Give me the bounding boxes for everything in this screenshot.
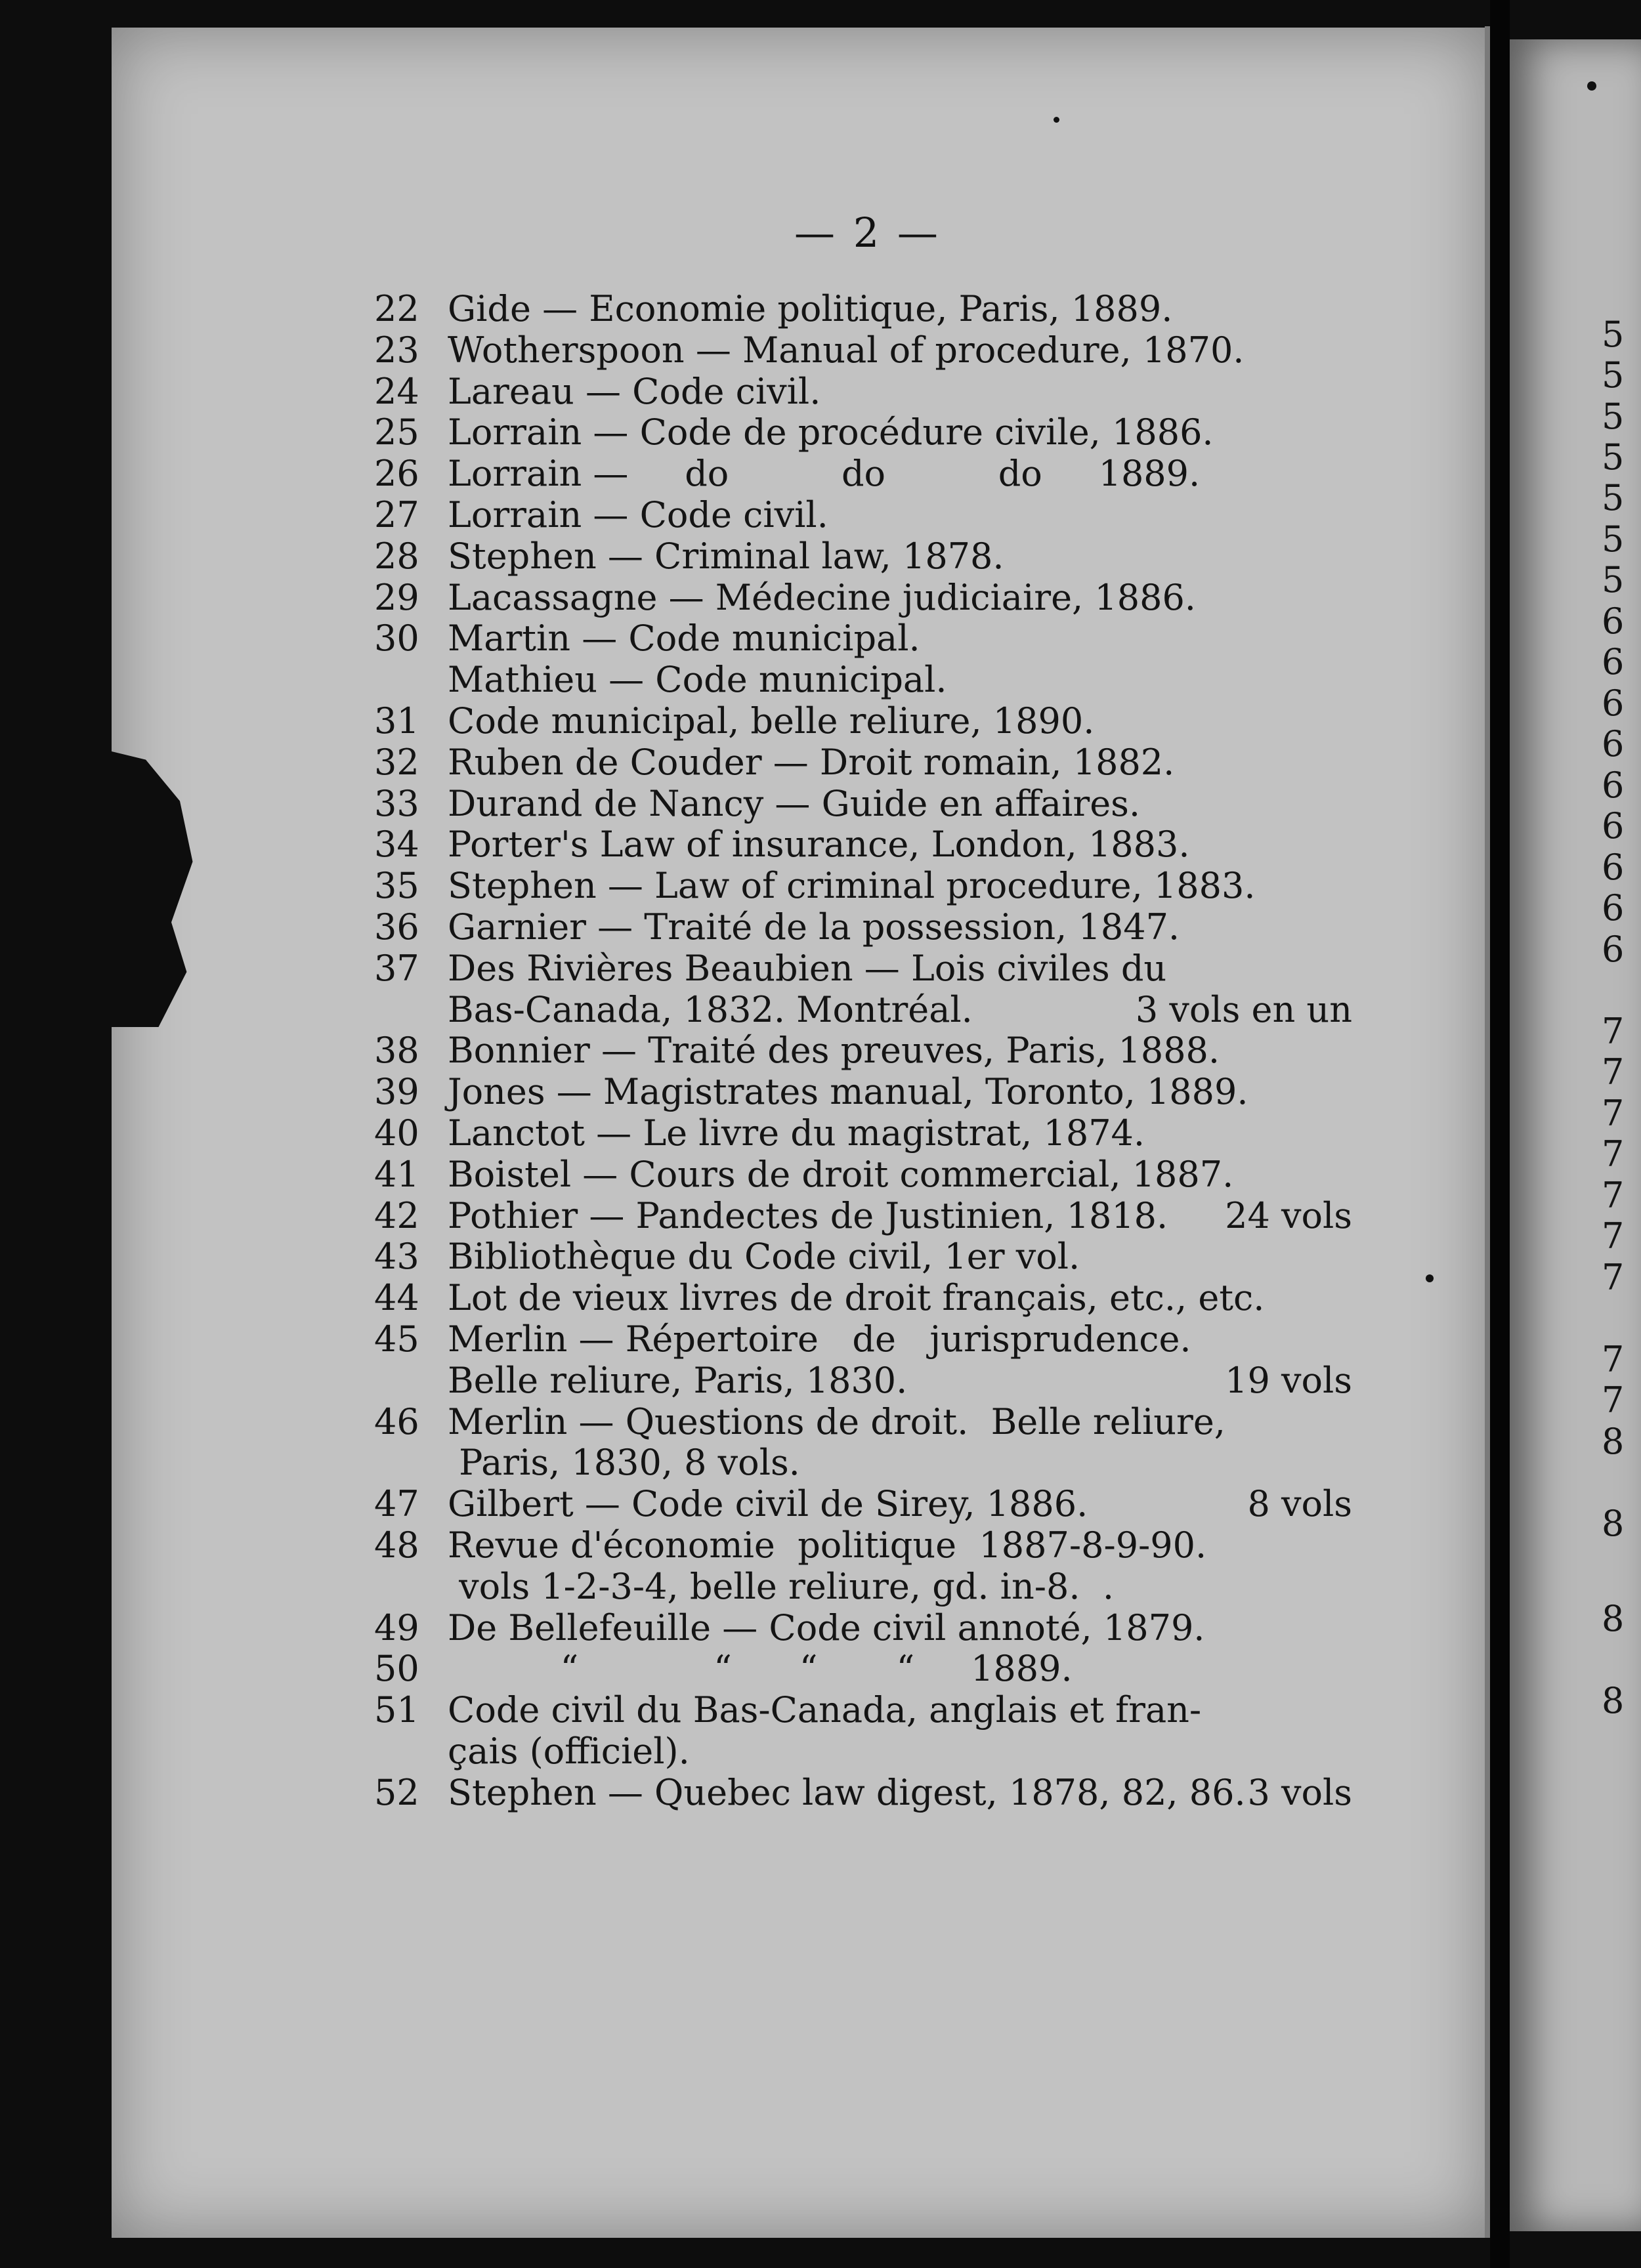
entry-number: 36: [374, 906, 419, 948]
entry-text: Lorrain — Code de procédure civile, 1886.: [448, 411, 1214, 453]
entry-volumes: [1352, 1648, 1359, 1690]
catalogue-entry: [374, 1402, 1359, 1443]
catalogue-entry: [374, 1236, 1359, 1278]
entry-volumes: [1352, 1402, 1359, 1443]
entry-number: 22: [374, 288, 419, 329]
adjacent-page-digit: 8: [1602, 1598, 1625, 1639]
adjacent-page-digit: 7: [1602, 1175, 1625, 1216]
adjacent-page-digit: 5: [1602, 314, 1625, 355]
adjacent-page-digit: 8: [1602, 1680, 1625, 1721]
catalogue-entry: [374, 1690, 1359, 1731]
adjacent-page-digit: 6: [1602, 600, 1625, 642]
entry-number: 43: [374, 1236, 419, 1278]
entry-volumes: [1352, 866, 1359, 907]
entry-text: Boistel — Cours de droit commercial, 1887.: [448, 1153, 1234, 1195]
entry-volumes: [1352, 453, 1359, 495]
entry-text: Lot de vieux livres de droit français, etc., etc.: [448, 1277, 1265, 1319]
entry-volumes: [1352, 784, 1359, 825]
adjacent-page-digit: 6: [1602, 641, 1625, 682]
entry-number: 52: [374, 1771, 419, 1813]
entry-number: 49: [374, 1606, 419, 1648]
entry-volumes: [1352, 1690, 1359, 1731]
entry-volumes: [1352, 330, 1359, 371]
entry-text: Code civil du Bas-Canada, anglais et fran-: [448, 1689, 1202, 1731]
adjacent-page-digit: 8: [1602, 1421, 1625, 1462]
entry-text: Durand de Nancy — Guide en affaires.: [448, 782, 1141, 824]
entry-text: Belle reliure, Paris, 1830.: [448, 1359, 908, 1401]
entry-text: Porter's Law of insurance, London, 1883.: [448, 824, 1190, 866]
catalogue-entry: [374, 990, 1359, 1031]
entry-volumes: [1352, 412, 1359, 453]
adjacent-page-digit: 5: [1602, 436, 1625, 478]
entry-text: Lanctot — Le livre du magistrat, 1874.: [448, 1112, 1145, 1154]
entry-volumes: [1352, 1442, 1359, 1484]
entry-text: Bas-Canada, 1832. Montréal.: [448, 988, 973, 1030]
entry-volumes: 24 vols: [1225, 1194, 1352, 1236]
adjacent-page-digit: 7: [1602, 1257, 1625, 1298]
entry-volumes: [1352, 660, 1359, 701]
adjacent-page-digit: 7: [1602, 1339, 1625, 1380]
ink-speck: [1587, 81, 1596, 91]
catalogue-entry: [374, 701, 1359, 742]
entry-volumes: [1352, 701, 1359, 742]
adjacent-page-digit: 6: [1602, 682, 1625, 724]
entry-volumes: [1352, 1525, 1359, 1566]
adjacent-page-digit: 6: [1602, 723, 1625, 765]
catalogue-entry: [374, 948, 1359, 990]
catalogue-list: [374, 289, 1359, 1813]
entry-text: Paris, 1830, 8 vols.: [448, 1442, 800, 1484]
entry-volumes: 3 vols: [1247, 1771, 1352, 1813]
adjacent-page-digit: 7: [1602, 1011, 1625, 1052]
catalogue-entry: [374, 1566, 1359, 1608]
catalogue-entry: [374, 1484, 1359, 1525]
entry-text: Lacassagne — Médecine judiciaire, 1886.: [448, 576, 1196, 618]
entry-text: çais (officiel).: [448, 1730, 690, 1772]
catalogue-entry: [374, 1278, 1359, 1319]
entry-text: Gide — Economie politique, Paris, 1889.: [448, 288, 1173, 329]
entry-volumes: [1352, 1319, 1359, 1360]
catalogue-entry: [374, 907, 1359, 948]
book-gutter: [1490, 0, 1510, 2268]
entry-text: Des Rivières Beaubien — Lois civiles du: [448, 947, 1167, 989]
catalogue-entry: [374, 371, 1359, 413]
entry-number: 38: [374, 1030, 419, 1072]
catalogue-entry: [374, 1608, 1359, 1649]
entry-volumes: [1352, 1030, 1359, 1072]
entry-number: 24: [374, 370, 419, 412]
entry-number: 37: [374, 947, 419, 989]
adjacent-page-digit: 7: [1602, 1379, 1625, 1421]
ink-speck: [1426, 1274, 1434, 1282]
entry-number: 44: [374, 1277, 419, 1319]
catalogue-entry: [374, 578, 1359, 619]
entry-text: Jones — Magistrates manual, Toronto, 1889.: [448, 1071, 1248, 1113]
catalogue-entry: [374, 453, 1359, 495]
entry-number: [374, 1442, 448, 1484]
catalogue-entry: [374, 660, 1359, 701]
entry-number: 31: [374, 700, 419, 742]
catalogue-entry: [374, 1442, 1359, 1484]
catalogue-entry: [374, 784, 1359, 825]
entry-number: 23: [374, 329, 419, 371]
entry-volumes: [1352, 371, 1359, 413]
entry-text: Stephen — Quebec law digest, 1878, 82, 86.: [448, 1771, 1246, 1813]
entry-number: 39: [374, 1071, 419, 1113]
catalogue-entry: [374, 618, 1359, 660]
entry-volumes: [1352, 578, 1359, 619]
entry-volumes: [1352, 907, 1359, 948]
entry-volumes: 19 vols: [1225, 1359, 1352, 1401]
entry-text: Lorrain — Code civil.: [448, 494, 828, 536]
catalogue-entry: [374, 1773, 1359, 1814]
entry-volumes: [1352, 495, 1359, 536]
entry-text: Bibliothèque du Code civil, 1er vol.: [448, 1236, 1080, 1278]
catalogue-entry: [374, 1648, 1359, 1690]
entry-number: 28: [374, 535, 419, 577]
entry-text: Code municipal, belle reliure, 1890.: [448, 700, 1095, 742]
entry-volumes: [1352, 1072, 1359, 1113]
entry-volumes: 8 vols: [1247, 1483, 1352, 1525]
entry-volumes: 3 vols en un: [1135, 988, 1352, 1030]
entry-number: 35: [374, 865, 419, 907]
entry-text: Gilbert — Code civil de Sirey, 1886.: [448, 1483, 1088, 1525]
entry-text: Wotherspoon — Manual of procedure, 1870.: [448, 329, 1245, 371]
entry-volumes: [1352, 289, 1359, 330]
entry-text: Merlin — Répertoire de jurisprudence.: [448, 1318, 1191, 1360]
entry-volumes: [1352, 1731, 1359, 1773]
entry-number: [374, 1731, 448, 1773]
entry-number: 30: [374, 618, 419, 660]
entry-volumes: [1352, 1566, 1359, 1608]
entry-number: [374, 1566, 448, 1608]
page-edge-shadow: [1485, 26, 1490, 2238]
adjacent-page-digit: 7: [1602, 1133, 1625, 1175]
entry-text: Mathieu — Code municipal.: [448, 659, 947, 701]
adjacent-page-digit: 6: [1602, 887, 1625, 929]
entry-number: 26: [374, 453, 419, 495]
entry-text: “ “ “ “ 1889.: [448, 1648, 1073, 1690]
entry-number: 25: [374, 411, 419, 453]
catalogue-entry: [374, 742, 1359, 784]
catalogue-entry: [374, 1360, 1359, 1402]
catalogue-entry: [374, 289, 1359, 330]
entry-number: 48: [374, 1524, 419, 1566]
entry-number: 32: [374, 741, 419, 783]
entry-number: 29: [374, 576, 419, 618]
entry-number: [374, 660, 448, 701]
entry-text: Revue d'économie politique 1887-8-9-90.: [448, 1524, 1207, 1566]
entry-volumes: [1352, 1236, 1359, 1278]
catalogue-entry: [374, 1731, 1359, 1773]
adjacent-page-digit: 5: [1602, 559, 1625, 600]
entry-volumes: [1352, 742, 1359, 784]
entry-volumes: [1352, 618, 1359, 660]
page-number: — 2 —: [794, 209, 941, 257]
entry-number: 33: [374, 782, 419, 824]
entry-text: Lareau — Code civil.: [448, 370, 821, 412]
adjacent-page-digit: 5: [1602, 354, 1625, 396]
adjacent-page-digit: 5: [1602, 396, 1625, 437]
entry-volumes: [1352, 1113, 1359, 1154]
entry-number: [374, 990, 448, 1031]
entry-text: Martin — Code municipal.: [448, 618, 920, 660]
catalogue-entry: [374, 495, 1359, 536]
entry-volumes: [1352, 1278, 1359, 1319]
catalogue-entry: [374, 1113, 1359, 1154]
entry-text: Bonnier — Traité des preuves, Paris, 1888.: [448, 1030, 1220, 1072]
catalogue-entry: [374, 866, 1359, 907]
entry-text: Ruben de Couder — Droit romain, 1882.: [448, 741, 1175, 783]
adjacent-page-digit: 5: [1602, 518, 1625, 560]
entry-number: 50: [374, 1648, 419, 1690]
catalogue-entry: [374, 1072, 1359, 1113]
catalogue-entry: [374, 536, 1359, 578]
catalogue-entry: [374, 1525, 1359, 1566]
entry-volumes: [1352, 1154, 1359, 1196]
entry-text: Merlin — Questions de droit. Belle reliure,: [448, 1400, 1225, 1442]
entry-number: 45: [374, 1318, 419, 1360]
adjacent-page-digit: 6: [1602, 765, 1625, 806]
entry-text: De Bellefeuille — Code civil annoté, 1879.: [448, 1606, 1205, 1648]
adjacent-page-digit: 5: [1602, 477, 1625, 518]
entry-text: Stephen — Law of criminal procedure, 1883.: [448, 865, 1256, 907]
catalogue-entry: [374, 412, 1359, 453]
catalogue-entry: [374, 1154, 1359, 1196]
entry-number: 34: [374, 824, 419, 866]
entry-number: 51: [374, 1689, 419, 1731]
entry-number: 40: [374, 1112, 419, 1154]
adjacent-page-digit: 6: [1602, 805, 1625, 847]
entry-number: 27: [374, 494, 419, 536]
entry-text: Lorrain — do do do 1889.: [448, 453, 1201, 495]
catalogue-entry: [374, 1030, 1359, 1072]
entry-text: Stephen — Criminal law, 1878.: [448, 535, 1004, 577]
adjacent-page-digit: 7: [1602, 1051, 1625, 1093]
entry-volumes: [1352, 1608, 1359, 1649]
entry-number: [374, 1360, 448, 1402]
entry-volumes: [1352, 824, 1359, 866]
entry-volumes: [1352, 948, 1359, 990]
entry-text: vols 1-2-3-4, belle reliure, gd. in-8. .: [448, 1565, 1114, 1607]
ink-speck: [1054, 117, 1059, 123]
catalogue-entry: [374, 1319, 1359, 1360]
adjacent-page-digit: 7: [1602, 1093, 1625, 1134]
entry-number: 41: [374, 1153, 419, 1195]
entry-number: 47: [374, 1483, 419, 1525]
entry-number: 46: [374, 1400, 419, 1442]
entry-volumes: [1352, 536, 1359, 578]
entry-number: 42: [374, 1194, 419, 1236]
adjacent-page-digit: 6: [1602, 929, 1625, 970]
catalogue-entry: [374, 824, 1359, 866]
adjacent-page-digit: 6: [1602, 847, 1625, 888]
entry-text: Garnier — Traité de la possession, 1847.: [448, 906, 1180, 948]
adjacent-page-digit: 8: [1602, 1503, 1625, 1544]
entry-text: Pothier — Pandectes de Justinien, 1818.: [448, 1194, 1168, 1236]
catalogue-entry: [374, 1196, 1359, 1237]
catalogue-entry: [374, 330, 1359, 371]
adjacent-page-digit: 7: [1602, 1215, 1625, 1257]
